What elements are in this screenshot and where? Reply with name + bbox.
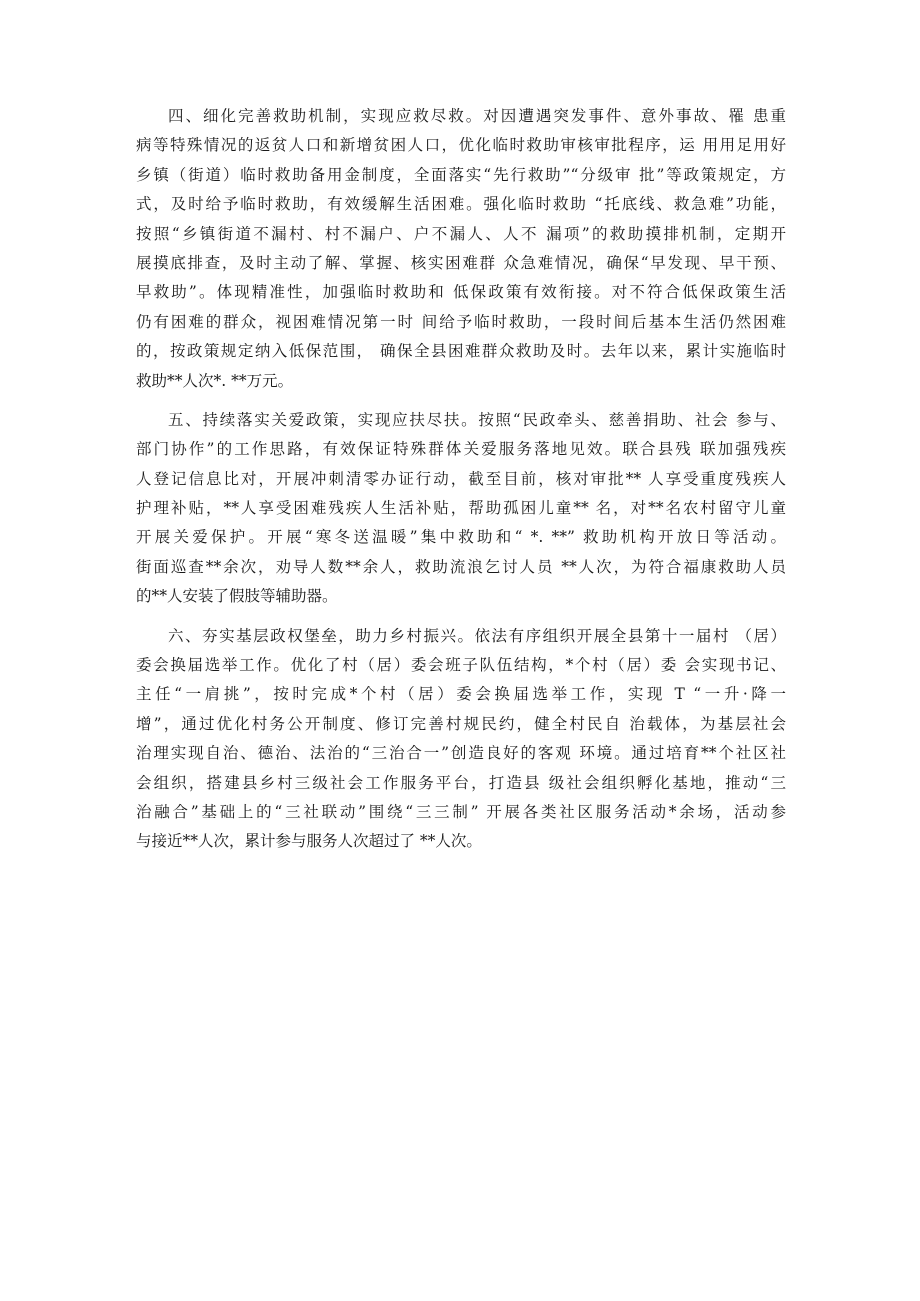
text-line: 街面巡查**余次，劝导人数**余人，救助流浪乞讨人员 **人次，为符合福康救助人员 <box>136 557 786 576</box>
text-line: 乡镇（街道）临时救助备用金制度，全面落实“先行救助”“分级审 批”等政策规定，方 <box>136 165 786 184</box>
text-line: 六、夯实基层政权堡垒，助力乡村振兴。依法有序组织开展全县第十一届村 （居） <box>168 626 786 645</box>
text-line: 的，按政策规定纳入低保范围， 确保全县困难群众救助及时。去年以来，累计实施临时 <box>136 342 786 361</box>
text-line: 治融合”基础上的“三社联动”围绕“三三制” 开展各类社区服务活动*余场，活动参 <box>136 802 786 821</box>
paragraph-relief-mechanism <box>136 102 786 396</box>
text-line: 病等特殊情况的返贫人口和新增贫困人口，优化临时救助审核审批程序，运 用用足用好 <box>136 136 786 155</box>
text-line: 四、细化完善救助机制，实现应救尽救。对因遭遇突发事件、意外事故、罹 患重 <box>168 107 786 125</box>
text-line: 委会换届选举工作。优化了村（居）委会班子队伍结构，*个村（居）委 会实现书记、 <box>136 656 786 675</box>
paragraph-grassroots-governance <box>136 622 786 857</box>
paragraph-care-policy <box>136 406 786 612</box>
text-line: 式，及时给予临时救助，有效缓解生活困难。强化临时救助 “托底线、救急难”功能， <box>136 195 786 214</box>
text-line: 增”，通过优化村务公开制度、修订完善村规民约，健全村民自 治载体，为基层社会 <box>136 714 786 733</box>
text-line: 救助**人次*. **万元。 <box>136 371 294 390</box>
text-line: 护理补贴，**人享受困难残疾人生活补贴，帮助孤困儿童** 名，对**名农村留守儿童 <box>136 499 786 518</box>
text-line: 早救助”。体现精准性，加强临时救助和 低保政策有效衔接。对不符合低保政策生活 <box>136 283 786 302</box>
text-line: 五、持续落实关爱政策，实现应扶尽扶。按照“民政牵头、慈善捐助、社会 参与、 <box>168 410 786 429</box>
text-line: 与接近**人次，累计参与服务人次超过了 **人次。 <box>136 832 482 851</box>
text-line: 展摸底排查，及时主动了解、掌握、核实困难群 众急难情况，确保“早发现、早干预、 <box>136 253 786 272</box>
text-line: 按照“乡镇街道不漏村、村不漏户、户不漏人、人不 漏项”的救助摸排机制，定期开 <box>136 224 786 243</box>
text-line: 会组织，搭建县乡村三级社会工作服务平台，打造县 级社会组织孵化基地，推动“三 <box>136 773 786 792</box>
text-line: 部门协作”的工作思路，有效保证特殊群体关爱服务落地见效。联合县残 联加强残疾 <box>136 440 786 459</box>
text-line: 人登记信息比对，开展冲刺清零办证行动，截至目前，核对审批** 人享受重度残疾人 <box>136 469 786 488</box>
text-line: 开展关爱保护。开展“寒冬送温暖”集中救助和“ *. **” 救助机构开放日等活动。 <box>136 528 786 547</box>
document-body <box>136 102 786 867</box>
text-line: 主任“一肩挑”，按时完成*个村（居）委会换届选举工作，实现 T “一升·降一 <box>136 685 786 704</box>
text-line: 仍有困难的群众，视困难情况第一时 间给予临时救助，一段时间后基本生活仍然困难 <box>136 312 786 331</box>
text-line: 治理实现自治、德治、法治的“三治合一”创造良好的客观 环境。通过培育**个社区社 <box>136 744 786 763</box>
text-line: 的**人安装了假肢等辅助器。 <box>136 587 338 606</box>
